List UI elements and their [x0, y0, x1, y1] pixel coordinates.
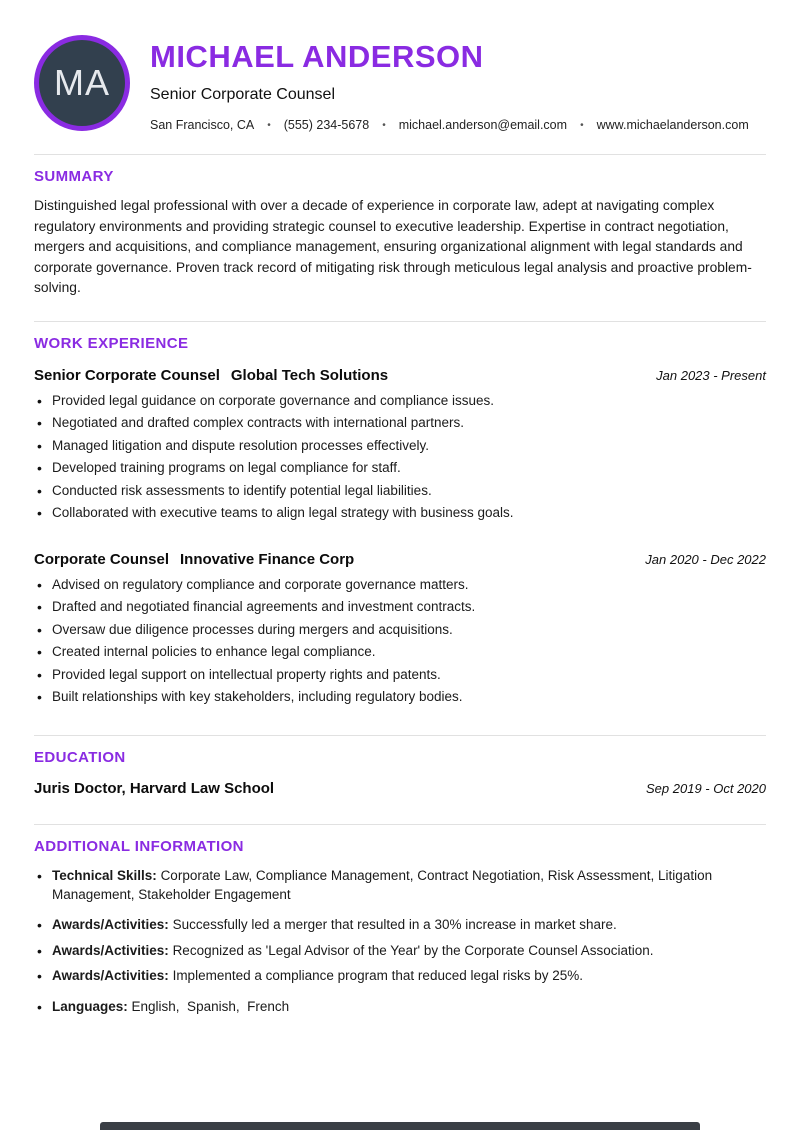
- job-header: [34, 551, 766, 568]
- job-header: [34, 367, 766, 384]
- additional-item-award: [34, 967, 766, 986]
- contact-separator: •: [580, 119, 584, 131]
- contact-email: michael.anderson@email.com: [398, 118, 568, 133]
- job-bullet: • Advised on regulatory compliance and corporate governance matters.: [34, 577, 766, 593]
- additional-item-text: Implemented a compliance program that reduced legal risks by 25%.: [172, 968, 584, 984]
- additional-item-text: English, Spanish, French: [131, 998, 290, 1014]
- additional-item-label: Awards/Activities:: [52, 917, 169, 933]
- candidate-title: Senior Corporate Counsel: [150, 86, 335, 104]
- job-position: Senior Corporate Counsel: [34, 366, 220, 384]
- work-experience-heading: WORK EXPERIENCE: [34, 334, 189, 352]
- job-company: Innovative Finance Corp: [180, 550, 355, 568]
- job-dates: Jan 2020 - Dec 2022: [645, 551, 766, 567]
- education-entry: [34, 780, 766, 797]
- additional-item-technical-skills: [34, 867, 766, 904]
- job-position: Corporate Counsel: [34, 550, 170, 568]
- additional-item-award: [34, 942, 766, 961]
- job-bullet: • Provided legal support on intellectual property rights and patents.: [34, 667, 766, 683]
- job-bullet: • Created internal policies to enhance legal compliance.: [34, 644, 766, 660]
- additional-item-text: Corporate Law, Compliance Management, Contract Negotiation, Risk Assessment, Litigation Management, Stakeholder Engagement: [52, 868, 716, 902]
- job-bullet: • Managed litigation and dispute resolution processes effectively.: [34, 438, 766, 454]
- contact-location: San Francisco, CA: [150, 118, 255, 133]
- bottom-bar: [100, 1122, 700, 1130]
- job-bullet: • Provided legal guidance on corporate governance and compliance issues.: [34, 393, 766, 409]
- job-bullet-list: [34, 577, 766, 706]
- contact-phone: (555) 234-5678: [283, 118, 370, 133]
- education-degree: Juris Doctor, Harvard Law School: [34, 780, 275, 798]
- contact-row: [150, 118, 749, 132]
- job-entry: [34, 367, 766, 522]
- job-bullet: • Drafted and negotiated financial agreements and investment contracts.: [34, 599, 766, 615]
- job-company: Global Tech Solutions: [230, 366, 389, 384]
- contact-website: www.michaelanderson.com: [596, 118, 749, 133]
- job-dates: Jan 2023 - Present: [656, 367, 766, 383]
- additional-item-text: Recognized as 'Legal Advisor of the Year' by the Corporate Counsel Association.: [172, 942, 654, 958]
- job-bullet: • Conducted risk assessments to identify potential legal liabilities.: [34, 483, 766, 499]
- additional-item-label: Awards/Activities:: [52, 968, 169, 984]
- additional-item-label: Languages:: [52, 998, 128, 1014]
- additional-item-label: Awards/Activities:: [52, 942, 169, 958]
- job-bullet: • Built relationships with key stakeholders, including regulatory bodies.: [34, 689, 766, 705]
- avatar-initials: MA: [54, 62, 110, 103]
- education-heading: EDUCATION: [34, 749, 126, 767]
- candidate-name: MICHAEL ANDERSON: [150, 39, 484, 74]
- additional-item-languages: [34, 998, 766, 1017]
- spacer: [34, 528, 766, 536]
- section-divider: [34, 154, 766, 155]
- additional-item-award: [34, 916, 766, 935]
- resume-header: [34, 33, 766, 132]
- contact-separator: •: [382, 119, 386, 131]
- job-title-company: [34, 367, 388, 384]
- summary-heading: SUMMARY: [34, 168, 114, 186]
- additional-item-text: Successfully led a merger that resulted in a 30% increase in market share.: [172, 917, 617, 933]
- additional-item-label: Technical Skills:: [52, 868, 157, 884]
- job-bullet: • Developed training programs on legal compliance for staff.: [34, 460, 766, 476]
- avatar: [34, 35, 130, 131]
- job-title-company: [34, 551, 354, 568]
- education-dates: Sep 2019 - Oct 2020: [646, 781, 766, 797]
- job-bullet: • Negotiated and drafted complex contracts with international partners.: [34, 415, 766, 431]
- additional-info-heading: ADDITIONAL INFORMATION: [34, 838, 244, 856]
- summary-text: Distinguished legal professional with over a decade of experience in corporate law, adept at navigating complex regulatory environments and providing strategic counsel to executive leadership. Expertise in contract negotiation, mergers and acquisitions, and compliance management, ensuring organizational alignment with legal standards and corporate governance. Proven track record of mitigating risk through meticulous legal analysis and proactive problem-solving.: [34, 198, 752, 296]
- job-entry: [34, 551, 766, 706]
- section-divider: [34, 321, 766, 322]
- job-bullet: • Collaborated with executive teams to align legal strategy with business goals.: [34, 505, 766, 521]
- contact-separator: •: [267, 119, 271, 131]
- job-bullet-list: [34, 393, 766, 522]
- header-text: [150, 33, 749, 132]
- section-divider: [34, 735, 766, 736]
- job-bullet: • Oversaw due diligence processes during mergers and acquisitions.: [34, 622, 766, 638]
- additional-info-list: [34, 867, 766, 1016]
- section-divider: [34, 824, 766, 825]
